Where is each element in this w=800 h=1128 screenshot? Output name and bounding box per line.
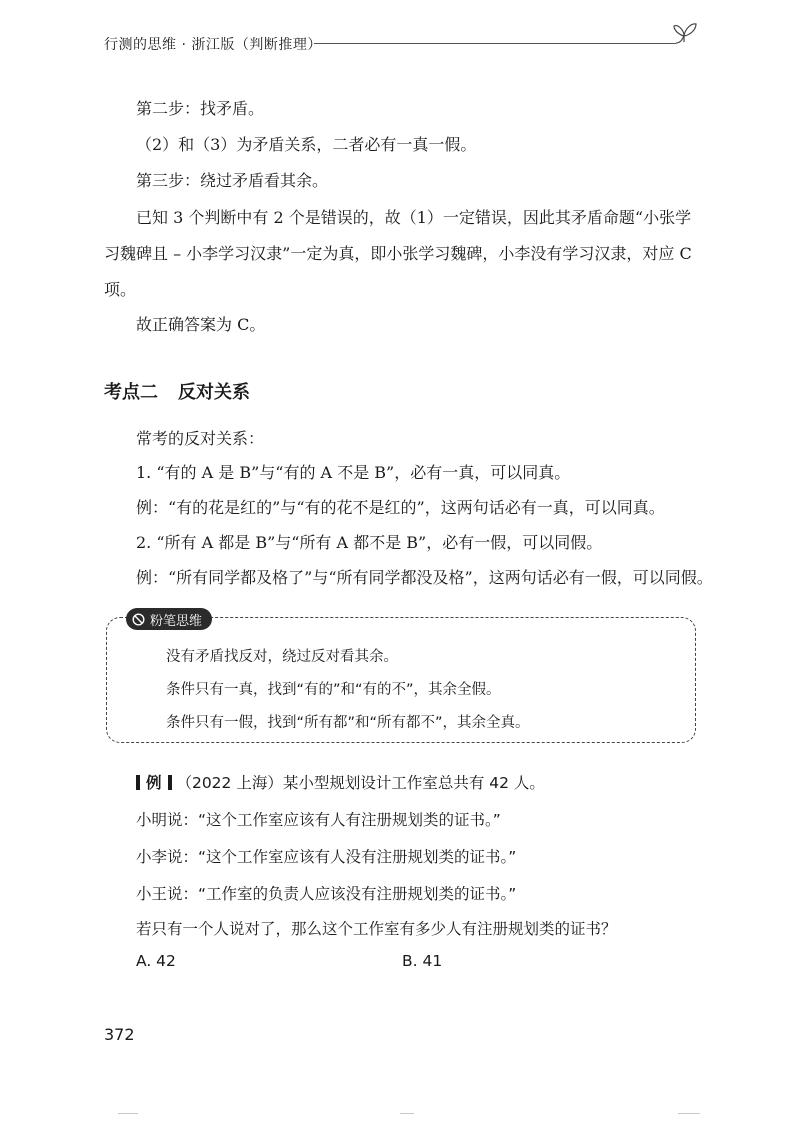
no-sign-icon (132, 613, 145, 626)
header-rule (314, 43, 676, 44)
question-ask: 若只有一个人说对了，那么这个工作室有多少人有注册规划类的证书？ (136, 920, 617, 938)
rule-example-1: 例：“有的花是红的”与“有的花不是红的”，这两句话必有一真，可以同真。 (136, 498, 665, 517)
step-two-text: 第二步：找矛盾。 (136, 99, 265, 118)
page-number: 372 (104, 1025, 135, 1044)
scan-speck (400, 1113, 414, 1114)
example-bar-right (168, 775, 172, 790)
option-b: B. 41 (402, 952, 443, 970)
section-heading (104, 378, 250, 404)
rule-item-2: 2. “所有 A 都是 B”与“所有 A 都不是 B”，必有一假，可以同假。 (136, 533, 603, 552)
rule-example-2: 例：“所有同学都及格了”与“所有同学都没及格”，这两句话必有一假，可以同假。 (136, 568, 713, 587)
contradiction-text: （2）和（3）为矛盾关系，二者必有一真一假。 (136, 135, 477, 154)
running-header-title: 行测的思维 · 浙江版（判断推理） (104, 37, 322, 53)
tip-badge-label: 粉笔思维 (150, 613, 203, 629)
section-intro: 常考的反对关系： (136, 429, 265, 448)
scan-speck (678, 1113, 700, 1114)
example-question-stem (136, 771, 545, 793)
option-a: A. 42 (136, 952, 176, 970)
tip-line-2: 条件只有一真，找到“有的”和“有的不”，其余全假。 (166, 682, 501, 698)
example-label: 例 (146, 774, 162, 792)
section-title: 反对关系 (178, 382, 250, 403)
scan-speck (118, 1113, 138, 1114)
tip-badge (126, 608, 212, 630)
sprout-icon (672, 18, 698, 46)
answer-text: 故正确答案为 C。 (136, 315, 266, 334)
tip-line-3: 条件只有一假，找到“所有都”和“所有都不”，其余全真。 (166, 715, 530, 731)
statement-xiaoli: 小李说：“这个工作室应该有人没有注册规划类的证书。” (136, 848, 517, 866)
question-stem-text: （2022 上海）某小型规划设计工作室总共有 42 人。 (176, 774, 545, 792)
step-three-text: 第三步：绕过矛盾看其余。 (136, 171, 329, 190)
section-label: 考点二 (104, 382, 158, 403)
rule-item-1: 1. “有的 A 是 B”与“有的 A 不是 B”，必有一真，可以同真。 (136, 463, 571, 482)
tip-line-1: 没有矛盾找反对，绕过反对看其余。 (166, 649, 398, 665)
example-bar-left (136, 775, 140, 790)
analysis-paragraph: 已知 3 个判断中有 2 个是错误的，故（1）一定错误，因此其矛盾命题“小张学习魏碑且 – 小李学习汉隶”一定为真，即小张学习魏碑，小李没有学习汉隶，对应 C 项。 (104, 208, 692, 299)
statement-xiaoming: 小明说：“这个工作室应该有人有注册规划类的证书。” (136, 811, 501, 829)
statement-xiaowang: 小王说：“工作室的负责人应该没有注册规划类的证书。” (136, 885, 517, 903)
